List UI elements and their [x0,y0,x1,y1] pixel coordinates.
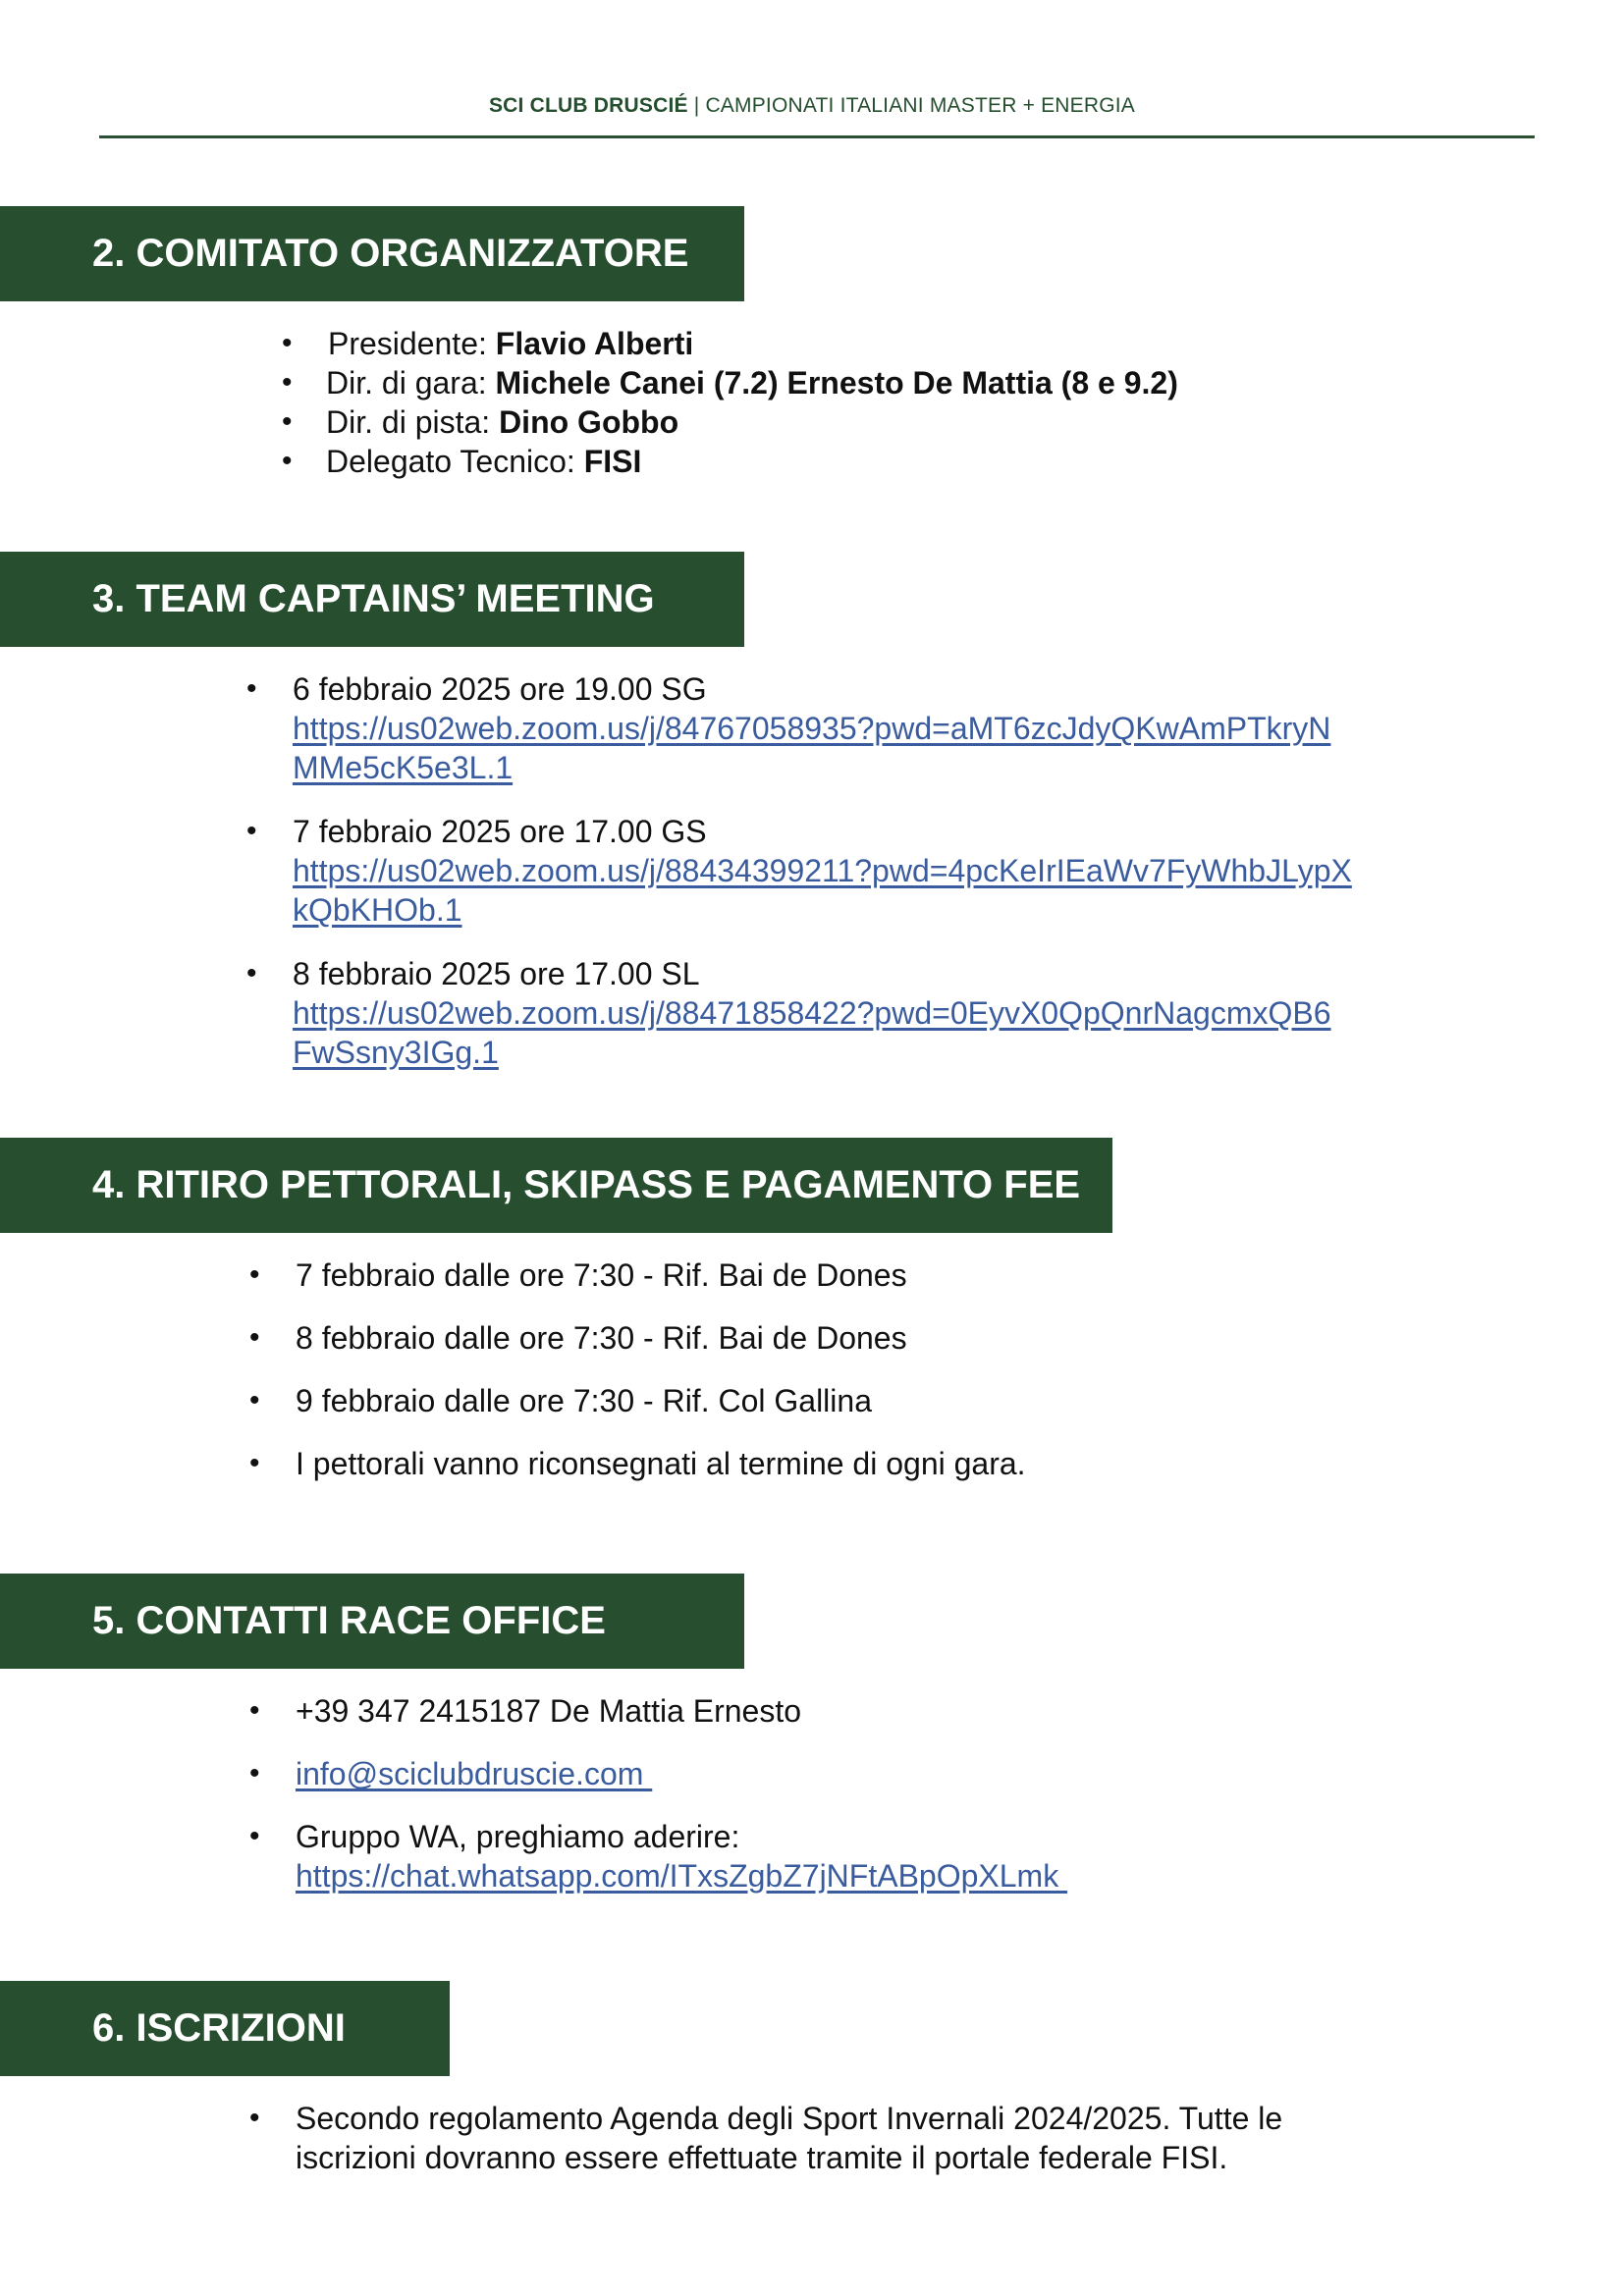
section-2-title: 2. COMITATO ORGANIZZATORE [92,232,689,275]
item-label: Dir. di gara: [326,365,496,400]
item-text: 7 febbraio dalle ore 7:30 - Rif. Bai de Dones [296,1257,907,1293]
section-4-list [249,1255,1026,1483]
registration-text-line-2: iscrizioni dovranno essere effettuate tramite il portale federale FISI. [296,2140,1228,2175]
list-item [246,669,1352,787]
list-item [282,324,1180,363]
bullet-icon: • [249,1447,260,1479]
list-item [249,1318,1026,1358]
item-value: Flavio Alberti [495,326,694,361]
bullet-icon: • [249,1258,260,1291]
zoom-link-continued[interactable]: MMe5cK5e3L.1 [293,750,514,785]
list-item [282,402,1178,442]
section-5-banner [0,1574,744,1669]
registration-text-line-1: Secondo regolamento Agenda degli Sport Invernali 2024/2025. Tutte le [296,2101,1283,2136]
bullet-icon: • [249,1694,260,1727]
header-divider [99,135,1535,138]
item-text: 8 febbraio dalle ore 7:30 - Rif. Bai de Dones [296,1320,907,1356]
item-label: Dir. di pista: [326,404,500,440]
bullet-icon: • [249,1820,260,1852]
list-item [246,954,1352,1072]
whatsapp-label: Gruppo WA, preghiamo aderire: [296,1819,740,1854]
meeting-date: 6 febbraio 2025 ore 19.00 SG [293,671,707,707]
section-5-title: 5. CONTATTI RACE OFFICE [92,1599,606,1642]
phone-contact: +39 347 2415187 De Mattia Ernesto [296,1693,802,1729]
zoom-link-continued[interactable]: kQbKHOb.1 [293,892,462,928]
bullet-icon: • [282,366,293,399]
page-header [0,94,1624,118]
section-2-banner [0,206,744,301]
whatsapp-link[interactable]: https://chat.whatsapp.com/ITxsZgbZ7jNFtABpOpXLmk [296,1858,1068,1894]
bullet-icon: • [249,2102,260,2134]
section-3-title: 3. TEAM CAPTAINS’ MEETING [92,577,655,620]
list-item [249,1691,1067,1731]
meeting-date: 7 febbraio 2025 ore 17.00 GS [293,814,707,849]
list-item [249,1255,1026,1295]
list-item [249,1817,1068,1896]
header-subtitle: CAMPIONATI ITALIANI MASTER + ENERGIA [705,94,1136,117]
list-item [249,2099,1283,2177]
section-3-list [246,669,1352,1072]
item-value: FISI [583,444,642,479]
list-item [282,442,1178,481]
list-item [249,1444,1026,1483]
list-item [249,1381,1026,1420]
section-4-title: 4. RITIRO PETTORALI, SKIPASS E PAGAMENTO FEE [92,1163,1081,1206]
zoom-link[interactable]: https://us02web.zoom.us/j/84767058935?pwd=aMT6zcJdyQKwAmPTkryN [293,711,1331,746]
meeting-date: 8 febbraio 2025 ore 17.00 SL [293,956,700,991]
header-brand: SCI CLUB DRUSCIÉ [488,94,688,117]
section-5-list [249,1691,1068,1896]
bullet-icon: • [246,672,257,705]
item-text: 9 febbraio dalle ore 7:30 - Rif. Col Gallina [296,1383,872,1418]
section-3-banner [0,552,744,647]
bullet-icon: • [282,405,293,438]
item-label: Presidente: [328,326,496,361]
section-4-banner [0,1138,1112,1233]
bullet-icon: • [249,1384,260,1416]
section-2-list [282,324,1180,481]
item-text: I pettorali vanno riconsegnati al termine di ogni gara. [296,1446,1026,1481]
zoom-link-continued[interactable]: FwSsny3IGg.1 [293,1035,499,1070]
bullet-icon: • [246,957,257,989]
item-value: Dino Gobbo [499,404,679,440]
bullet-icon: • [249,1321,260,1354]
section-6-banner [0,1981,450,2076]
list-item [246,812,1352,930]
zoom-link[interactable]: https://us02web.zoom.us/j/88434399211?pwd=4pcKeIrIEaWv7FyWhbJLypX [293,853,1352,888]
section-6-list [249,2099,1283,2177]
list-item [249,1754,1067,1793]
section-6-title: 6. ISCRIZIONI [92,2006,346,2050]
zoom-link[interactable]: https://us02web.zoom.us/j/88471858422?pwd=0EyvX0QpQnrNagcmxQB6 [293,995,1331,1031]
list-item [282,363,1178,402]
email-link[interactable]: info@sciclubdruscie.com [296,1756,653,1791]
header-separator: | [693,94,700,117]
bullet-icon: • [282,327,293,359]
item-value: Michele Canei (7.2) Ernesto De Mattia (8 e 9.2) [495,365,1178,400]
bullet-icon: • [246,815,257,847]
item-label: Delegato Tecnico: [326,444,584,479]
bullet-icon: • [249,1757,260,1789]
bullet-icon: • [282,445,293,477]
